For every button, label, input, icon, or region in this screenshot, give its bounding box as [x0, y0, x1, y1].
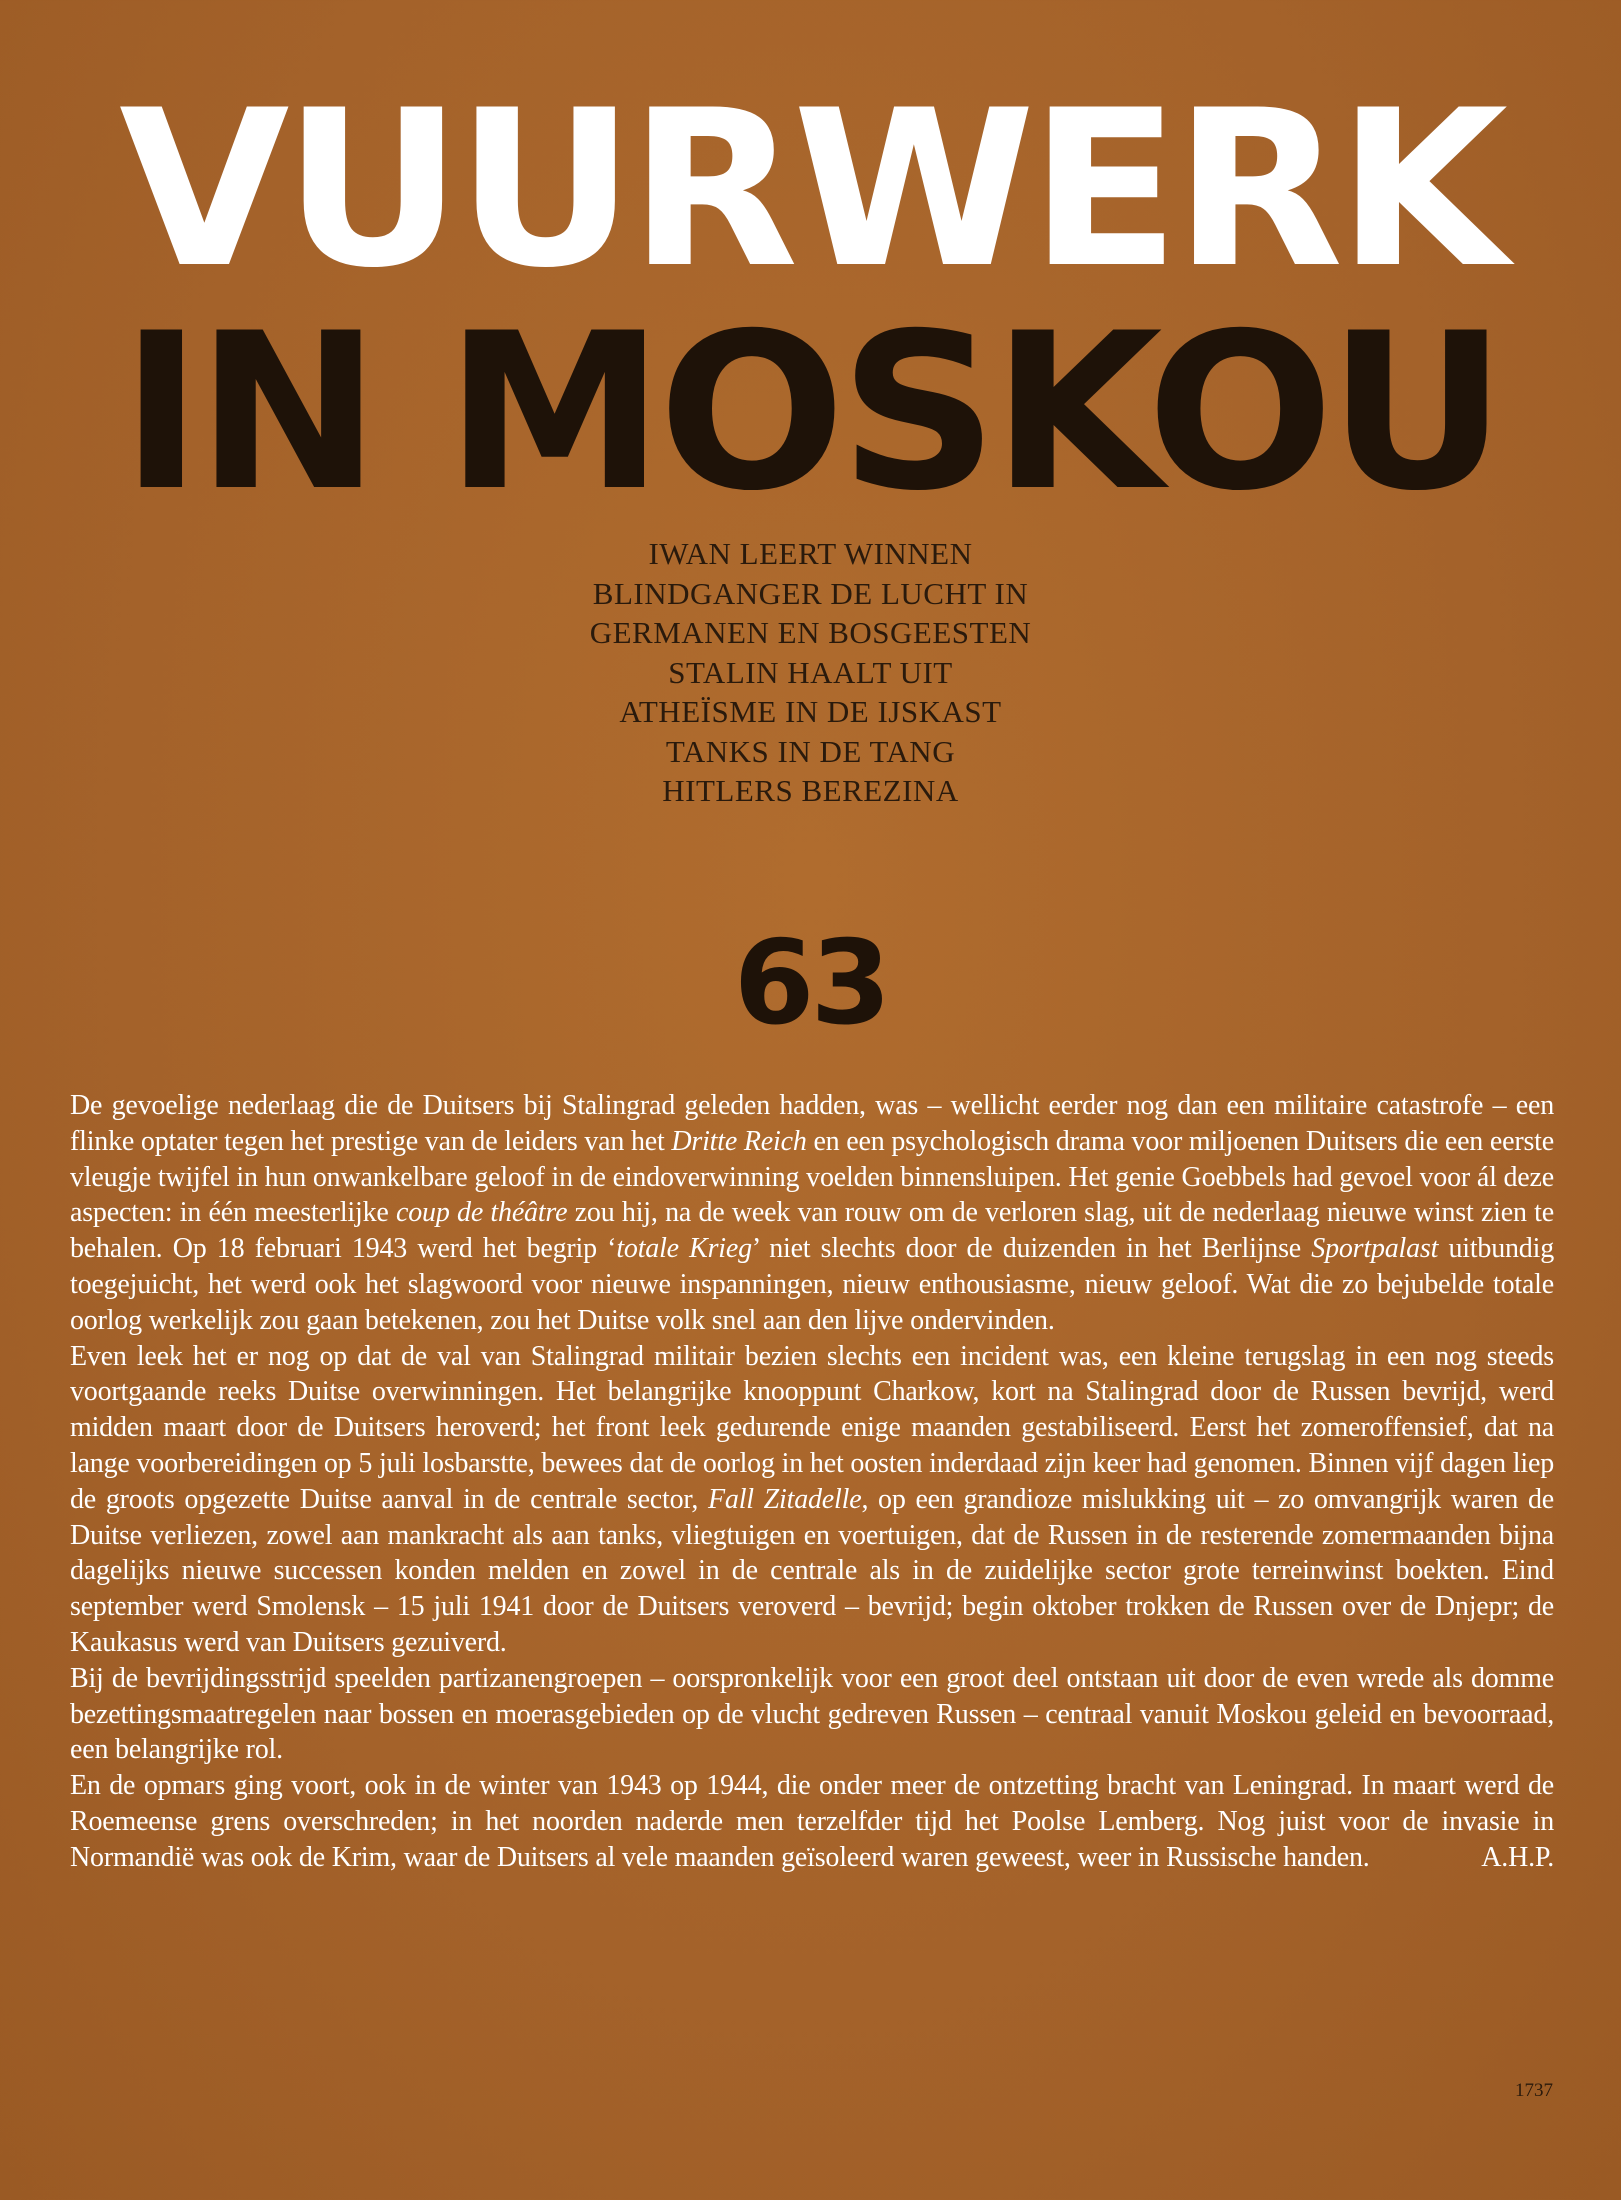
article-text: zou hij, na de week van rouw om de verloren slag, uit de nederlaag nieuwe winst zien te behalen. Op 18 februari 1943 werd het begrip ‘ [70, 1197, 1554, 1265]
article-text: En de opmars ging voort, ook in de winter van 1943 op 1944, die onder meer de ontzetting bracht van Leningrad. In maart werd de Roemeense grens overschreden; in het noorden naderde men terzelfder tijd het Poolse Lemberg. Nog juist voor de invasie in Normandië was ook de Krim, waar de Duitsers al vele maanden geïsoleerd waren geweest, weer in Russische handen. [70, 1770, 1554, 1873]
article-emphasis: coup de théâtre [396, 1197, 568, 1229]
chapter-item: IWAN LEERT WINNEN [648, 536, 973, 571]
headline-line-2: IN MOSKOU [120, 287, 1501, 538]
chapter-item: GERMANEN EN BOSGEESTEN [589, 615, 1032, 650]
article-text: , op een grandioze mislukking uit – zo omvangrijk waren de Duitse verliezen, zowel aan mankracht als aan tanks, vliegtuigen en voertuigen, dat de Russen in de resterende zomermaanden bijna dagelijks nieuwe successen konden melden en zowel in de centrale als in de zuidelijke sector grote terreinwinst boekten. Eind september werd Smolensk – 15 juli 1941 door de Duitsers veroverd – bevrijd; begin oktober trokken de Russen over de Dnjepr; de Kaukasus werd van Duitsers gezuiverd. [70, 1483, 1555, 1658]
issue-number: 63 [733, 916, 888, 1051]
author-signoff: A.H.P. [1481, 1841, 1554, 1873]
article-text: en een psychologisch drama voor miljoenen Duitsers die een eerste vleugje twijfel in hun onwankelbare geloof in de eindoverwinning voelden binnensluipen. Het genie Goebbels had gevoel voor ál deze aspecten: in één meesterlijke [70, 1125, 1554, 1229]
article-emphasis: Sportpalast [1311, 1233, 1439, 1265]
headline-line-1: VUURWERK [119, 64, 1502, 315]
article-paragraph-1 [70, 1088, 1554, 1339]
page-number: 1737 [1515, 2080, 1553, 2101]
article-text: Even leek het er nog op dat de val van Stalingrad militair bezien slechts een incident was, een kleine terugslag in een nog steeds voortgaande reeks Duitse overwinningen. Het belangrijke knooppunt Charkow, kort na Stalingrad door de Russen bevrijd, werd midden maart door de Duitsers heroverd; het front leek gedurende enige maanden gestabiliseerd. Eerst het zomeroffensief, dat na lange voorbereidingen op 5 juli losbarstte, bewees dat de oorlog in het oosten inderdaad zijn keer had genomen. Binnen vijf dagen liep de groots opgezette Duitse aanval in de centrale sector, [70, 1340, 1554, 1515]
chapter-item: HITLERS BEREZINA [662, 773, 959, 808]
article-body [70, 1088, 1554, 1876]
article-text: De gevoelige nederlaag die de Duitsers bij Stalingrad geleden hadden, was – wellicht eerder nog dan een militaire catastrofe – een flinke optater tegen het prestige van de leiders van het [70, 1090, 1554, 1157]
article-paragraph-2 [70, 1339, 1554, 1661]
article-emphasis: Fall Zitadelle [708, 1483, 862, 1515]
chapter-item: TANKS IN DE TANG [665, 733, 956, 769]
article-paragraph-4 [70, 1768, 1554, 1875]
article-paragraph-3: Bij de bevrijdingsstrijd speelden partizanengroepen – oorspronkelijk voor een groot deel ontstaan uit door de even wrede als domme bezettingsmaatregelen naar bossen en moerasgebieden op de vlucht gedreven Russen – centraal vanuit Moskou geleid en bevoorraad, een belangrijke rol. [70, 1662, 1554, 1766]
chapter-list [0, 534, 1621, 811]
chapter-item: ATHEÏSME IN DE IJSKAST [619, 694, 1002, 729]
article-emphasis: totale Krieg [616, 1233, 752, 1265]
article-emphasis: Dritte Reich [671, 1125, 807, 1157]
article-text: ’ niet slechts door de duizenden in het Berlijnse [751, 1233, 1312, 1265]
article-text: uitbundig toegejuicht, het werd ook het slagwoord voor nieuwe inspanningen, nieuw enthousiasme, nieuw geloof. Wat die zo bejubelde totale oorlog werkelijk zou gaan betekenen, zou het Duitse volk snel aan den lijve ondervinden. [70, 1233, 1554, 1336]
chapter-item: BLINDGANGER DE LUCHT IN [592, 575, 1029, 611]
chapter-item: STALIN HAALT UIT [668, 654, 953, 690]
